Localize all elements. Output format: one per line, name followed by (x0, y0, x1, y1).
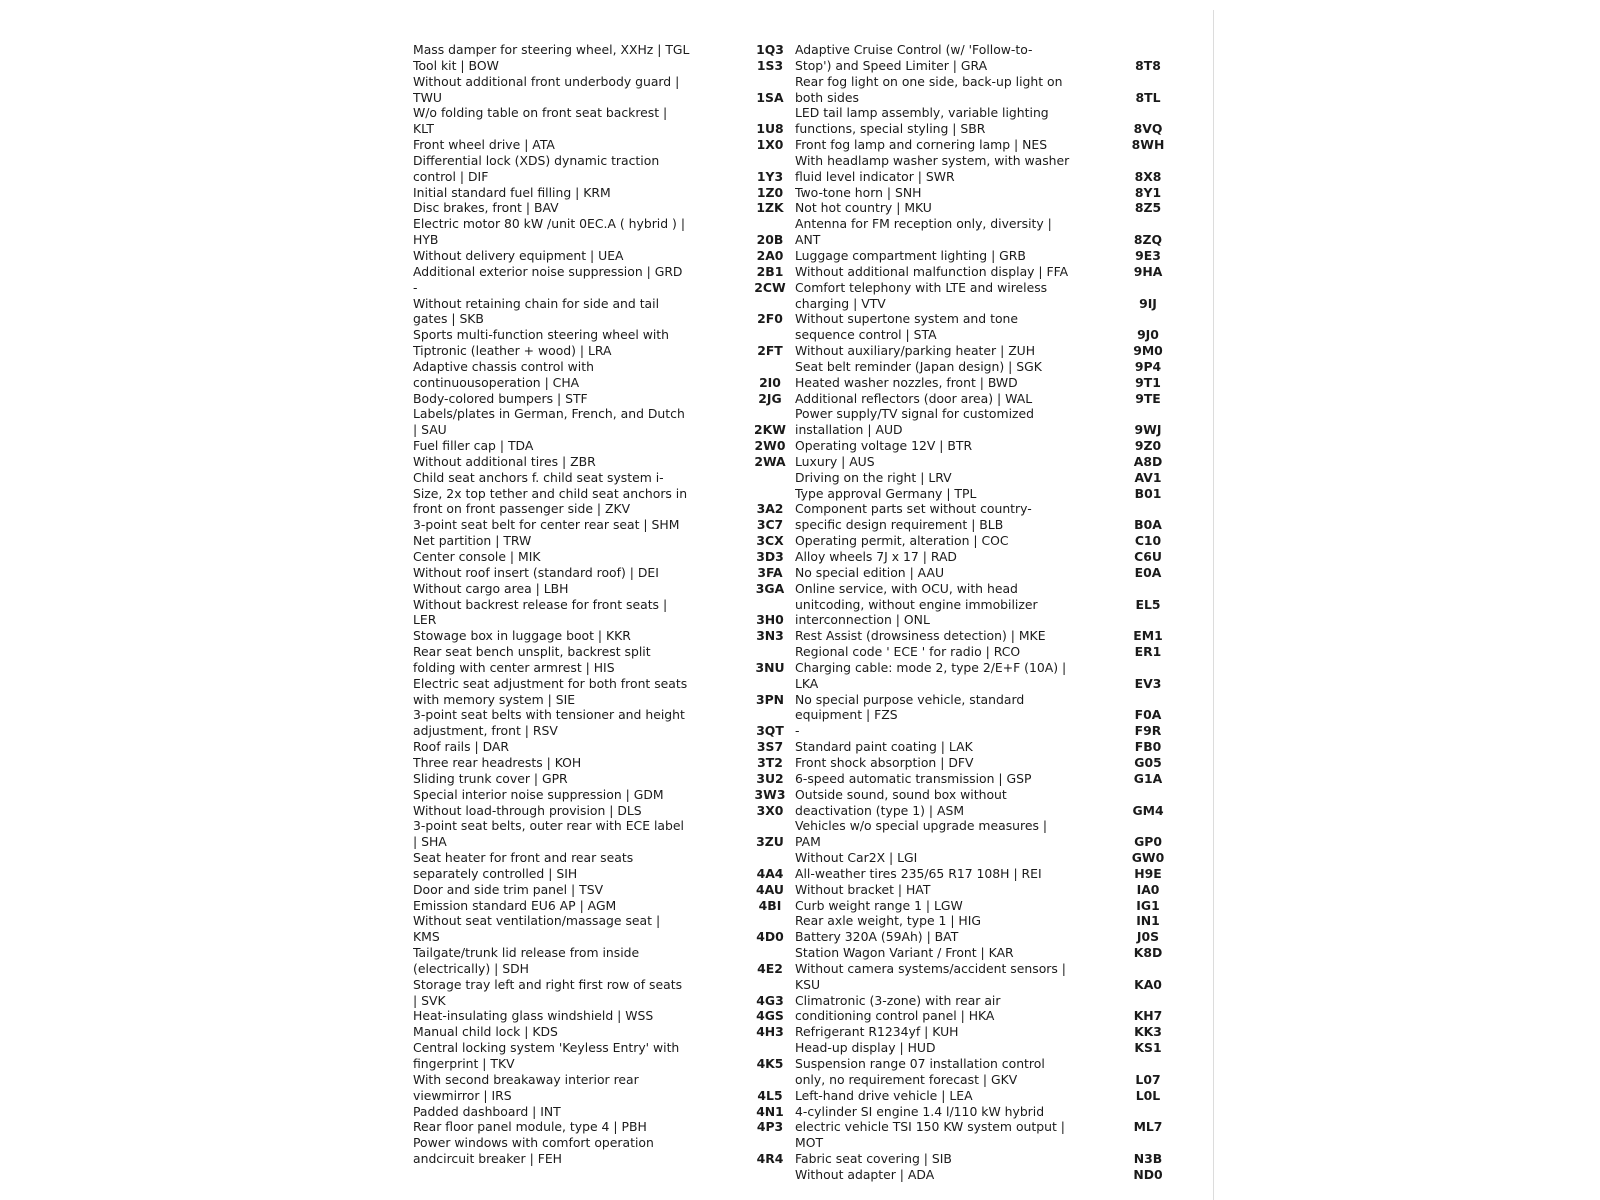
right-descriptions-column (795, 42, 1095, 1183)
option-code: 9TE (1135, 390, 1161, 406)
option-description-line: Seat belt reminder (Japan design) | SGK (795, 358, 1042, 374)
option-description-line: gates | SKB (413, 311, 484, 327)
option-description-line: Without camera systems/accident sensors | (795, 960, 1066, 976)
option-code: 20B (756, 232, 784, 248)
option-code: KA0 (1134, 976, 1162, 992)
option-description-line: Front shock absorption | DFV (795, 754, 974, 770)
option-description-line: viewmirror | IRS (413, 1087, 512, 1103)
option-description-line: | SVK (413, 992, 446, 1008)
option-description-line: MOT (795, 1135, 824, 1151)
option-description-line: Outside sound, sound box without (795, 786, 1007, 802)
option-code: 3CX (756, 533, 784, 549)
option-description-line: Padded dashboard | INT (413, 1103, 561, 1119)
option-code (740, 1135, 800, 1151)
option-code: 2FT (757, 343, 783, 359)
option-code: 4AU (756, 881, 784, 897)
option-description-line: LED tail lamp assembly, variable lighting (795, 105, 1049, 121)
option-description-line: both sides (795, 89, 859, 105)
option-code: IN1 (1136, 913, 1160, 929)
option-code (1118, 1104, 1178, 1120)
option-description-line: Electric motor 80 kW /unit 0EC.A ( hybrid ) | (413, 216, 685, 232)
option-description-line: conditioning control panel | HKA (795, 1008, 995, 1024)
option-description-line: Without auxiliary/parking heater | ZUH (795, 343, 1036, 359)
option-description-line: Roof rails | DAR (413, 739, 510, 755)
option-code (1118, 692, 1178, 708)
option-description-line: Antenna for FM reception only, diversity | (795, 216, 1052, 232)
option-code (740, 707, 800, 723)
option-code (1118, 42, 1178, 58)
option-code: 1X0 (756, 137, 784, 153)
option-description-line: 4-cylinder SI engine 1.4 l/110 kW hybrid (795, 1103, 1045, 1119)
option-description-line: Adaptive chassis control with (413, 358, 594, 374)
option-code: 2W0 (754, 438, 786, 454)
option-description-line: Rest Assist (drowsiness detection) | MKE (795, 628, 1046, 644)
option-description-line: specific design requirement | BLB (795, 517, 1004, 533)
option-code: 4D0 (756, 929, 784, 945)
option-code (1118, 153, 1178, 169)
option-code (1118, 311, 1178, 327)
option-code (740, 644, 800, 660)
option-code: F0A (1134, 707, 1162, 723)
option-description-line: adjustment, front | RSV (413, 723, 558, 739)
option-code: K8D (1133, 945, 1163, 961)
option-description-line: Door and side trim panel | TSV (413, 881, 604, 897)
option-code: 2KW (754, 422, 786, 438)
option-code (1118, 660, 1178, 676)
option-description-line: Additional reflectors (door area) | WAL (795, 390, 1033, 406)
option-description-line: Refrigerant R1234yf | KUH (795, 1024, 959, 1040)
option-description-line: Without supertone system and tone (795, 311, 1019, 327)
option-code: 1ZK (756, 200, 784, 216)
option-description-line: - (795, 723, 800, 739)
option-description-line: - (413, 279, 418, 295)
option-description-line: Tool kit | BOW (413, 57, 499, 73)
left-descriptions-column (413, 42, 713, 1167)
option-code (740, 1072, 800, 1088)
option-code (1118, 818, 1178, 834)
option-code (1118, 74, 1178, 90)
option-code: B0A (1134, 517, 1162, 533)
option-description-line: No special edition | AAU (795, 564, 945, 580)
option-code: FB0 (1134, 739, 1162, 755)
option-code: 3H0 (756, 612, 784, 628)
option-description-line: Electric seat adjustment for both front seats (413, 675, 688, 691)
option-code: 3U2 (756, 770, 784, 786)
option-description-line: Net partition | TRW (413, 533, 532, 549)
option-description-line: Initial standard fuel filling | KRM (413, 184, 611, 200)
option-code: J0S (1136, 929, 1160, 945)
option-description-line: 3-point seat belts, outer rear with ECE label (413, 818, 684, 834)
option-code: GM4 (1132, 802, 1164, 818)
option-code: 3FA (757, 564, 783, 580)
option-description-line: Standard paint coating | LAK (795, 739, 973, 755)
option-code (740, 1040, 800, 1056)
option-description-line: Suspension range 07 installation control (795, 1056, 1045, 1071)
option-description-line: TWU (413, 89, 442, 105)
option-code (1118, 961, 1178, 977)
option-description-line: sequence control | STA (795, 327, 937, 343)
option-code: 8Z5 (1134, 200, 1162, 216)
option-description-line: Without Car2X | LGI (795, 850, 918, 866)
option-description-line: KMS (413, 929, 440, 945)
option-code: 9M0 (1133, 343, 1163, 359)
option-description-line: Adaptive Cruise Control (w/ 'Follow-to- (795, 42, 1033, 57)
option-description-line: Alloy wheels 7J x 17 | RAD (795, 549, 957, 564)
option-code: 4L5 (757, 1087, 783, 1103)
option-description-line: Rear floor panel module, type 4 | PBH (413, 1119, 647, 1135)
option-description-line: Storage tray left and right first row of seats (413, 976, 683, 992)
option-code: ML7 (1133, 1119, 1163, 1135)
option-code: G05 (1134, 754, 1162, 770)
option-description-line: folding with center armrest | HIS (413, 659, 615, 675)
option-code: 3S7 (756, 739, 784, 755)
option-description-line: Special interior noise suppression | GDM (413, 786, 664, 802)
option-description-line: Mass damper for steering wheel, XXHz | TGL (413, 42, 690, 57)
option-code: 3NU (755, 659, 785, 675)
page-edge-line (1213, 10, 1214, 1200)
option-code (740, 359, 800, 375)
option-description-line: Without load-through provision | DLS (413, 802, 642, 818)
option-description-line: unitcoding, without engine immobilizer (795, 596, 1038, 612)
option-code: 2JG (758, 390, 782, 406)
option-code: 4P3 (756, 1119, 784, 1135)
option-description-line: KLT (413, 121, 434, 137)
option-code (740, 597, 800, 613)
option-code: E0A (1134, 564, 1162, 580)
right-codes-column (1118, 42, 1178, 1183)
option-code: 3X0 (756, 802, 784, 818)
option-code: 8Y1 (1134, 184, 1162, 200)
option-code: EL5 (1135, 596, 1161, 612)
option-code (740, 153, 800, 169)
option-description-line: Type approval Germany | TPL (795, 485, 977, 501)
option-description-line: Without delivery equipment | UEA (413, 247, 624, 263)
option-description-line: Station Wagon Variant / Front | KAR (795, 945, 1014, 961)
option-description-line: Charging cable: mode 2, type 2/E+F (10A) | (795, 659, 1067, 675)
option-code: C10 (1134, 533, 1162, 549)
option-code (740, 296, 800, 312)
option-description-line: Luggage compartment lighting | GRB (795, 247, 1026, 263)
option-description-line: Additional exterior noise suppression | GRD (413, 263, 683, 279)
option-description-line: andcircuit breaker | FEH (413, 1151, 562, 1167)
option-description-line: Size, 2x top tether and child seat anchors in (413, 485, 688, 501)
option-description-line: Operating voltage 12V | BTR (795, 438, 973, 454)
option-description-line: With headlamp washer system, with washer (795, 152, 1070, 168)
option-code (1118, 280, 1178, 296)
option-description-line: Child seat anchors f. child seat system i- (413, 469, 664, 485)
option-code: 4G3 (756, 992, 784, 1008)
option-code: 3N3 (756, 628, 784, 644)
option-description-line: Tiptronic (leather + wood) | LRA (413, 343, 612, 359)
option-description-line: Rear fog light on one side, back-up light on (795, 73, 1063, 89)
option-code (1118, 216, 1178, 232)
option-code (740, 676, 800, 692)
option-description-line: Without roof insert (standard roof) | DEI (413, 564, 659, 580)
option-code: 9IJ (1139, 295, 1157, 311)
option-description-line: Fuel filler cap | TDA (413, 438, 534, 454)
option-description-line: Left-hand drive vehicle | LEA (795, 1087, 973, 1103)
option-description-line: interconnection | ONL (795, 612, 930, 628)
option-code: 2F0 (757, 311, 783, 327)
option-code: F9R (1134, 723, 1162, 739)
option-description-line: Body-colored bumpers | STF (413, 390, 588, 406)
option-code: 2A0 (756, 247, 784, 263)
option-description-line: Driving on the right | LRV (795, 469, 952, 485)
option-description-line: continuousoperation | CHA (413, 374, 580, 390)
option-description-line: Rear seat bench unsplit, backrest split (413, 644, 651, 660)
option-description-line: Power windows with comfort operation (413, 1135, 654, 1151)
option-code: 3GA (755, 580, 785, 596)
option-description-line: Vehicles w/o special upgrade measures | (795, 818, 1048, 834)
option-code: G1A (1133, 770, 1163, 786)
option-description-line: Labels/plates in German, French, and Dutch (413, 406, 685, 422)
option-code: 1Y3 (756, 168, 784, 184)
option-code: EV3 (1134, 675, 1162, 691)
option-description-line: Tailgate/trunk lid release from inside (413, 945, 640, 961)
option-description-line: with memory system | SIE (413, 691, 576, 707)
option-description-line: Without additional malfunction display | FFA (795, 263, 1069, 279)
option-description-line: Emission standard EU6 AP | AGM (413, 897, 617, 913)
option-description-line: Differential lock (XDS) dynamic traction (413, 152, 660, 168)
option-code (740, 977, 800, 993)
option-code: EM1 (1133, 628, 1163, 644)
option-code (740, 105, 800, 121)
option-description-line: Without adapter | ADA (795, 1166, 935, 1182)
option-code: 4K5 (756, 1056, 784, 1071)
option-code: 8WH (1131, 137, 1165, 153)
option-description-line: 6-speed automatic transmission | GSP (795, 770, 1032, 786)
option-code: 4H3 (756, 1024, 784, 1040)
option-code (740, 850, 800, 866)
option-description-line: Heated washer nozzles, front | BWD (795, 374, 1018, 390)
option-code (740, 913, 800, 929)
option-description-line: Fabric seat covering | SIB (795, 1151, 952, 1167)
option-description-line: With second breakaway interior rear (413, 1071, 639, 1087)
option-code: 3ZU (756, 834, 784, 850)
option-description-line: installation | AUD (795, 422, 903, 438)
option-code: 2I0 (759, 374, 781, 390)
option-description-line: Without additional tires | ZBR (413, 453, 596, 469)
option-code: 8T8 (1135, 57, 1161, 73)
option-description-line: Front wheel drive | ATA (413, 137, 555, 153)
option-description-line: ANT (795, 232, 821, 248)
option-description-line: 3-point seat belts with tensioner and height (413, 707, 685, 723)
option-description-line: No special purpose vehicle, standard (795, 691, 1025, 707)
option-code (740, 945, 800, 961)
option-code: 9P4 (1134, 358, 1162, 374)
option-code (1118, 105, 1178, 121)
option-description-line: Online service, with OCU, with head (795, 580, 1018, 596)
option-code (1118, 612, 1178, 628)
option-code: IA0 (1136, 881, 1160, 897)
option-description-line: Rear axle weight, type 1 | HIG (795, 913, 982, 929)
option-description-line: Not hot country | MKU (795, 200, 932, 216)
option-description-line: deactivation (type 1) | ASM (795, 802, 965, 818)
option-description-line: W/o folding table on front seat backrest | (413, 105, 668, 121)
option-code: 2CW (754, 279, 786, 295)
option-code: 8VQ (1133, 121, 1163, 137)
option-description-line: Without retaining chain for side and tail (413, 295, 660, 311)
option-code: GW0 (1131, 850, 1165, 866)
option-code: KS1 (1134, 1040, 1162, 1056)
option-code: 4E2 (757, 960, 783, 976)
option-description-line: functions, special styling | SBR (795, 121, 986, 137)
option-description-line: front on front passenger side | ZKV (413, 501, 631, 517)
option-code: ER1 (1134, 644, 1162, 660)
option-code (1118, 993, 1178, 1009)
option-code: 2B1 (756, 263, 784, 279)
option-code: 3PN (755, 691, 785, 707)
option-code: 1Z0 (756, 184, 784, 200)
option-code: 2WA (754, 453, 786, 469)
option-description-line: Sliding trunk cover | GPR (413, 770, 568, 786)
option-description-line: (electrically) | SDH (413, 960, 529, 976)
option-description-line: Power supply/TV signal for customized (795, 406, 1035, 422)
option-description-line: charging | VTV (795, 295, 886, 311)
option-description-line: Stowage box in luggage boot | KKR (413, 628, 631, 644)
option-description-line: Without backrest release for front seats | (413, 596, 668, 612)
option-description-line: Sports multi-function steering wheel with (413, 327, 670, 343)
option-code (1118, 406, 1178, 422)
option-description-line: Without cargo area | LBH (413, 580, 569, 596)
option-description-line: Three rear headrests | KOH (413, 754, 582, 770)
option-description-line: KSU (795, 976, 821, 992)
option-code: 9J0 (1137, 327, 1159, 343)
option-code: A8D (1133, 453, 1163, 469)
option-code (740, 486, 800, 502)
option-code: IG1 (1136, 897, 1160, 913)
option-code: L07 (1135, 1071, 1161, 1087)
option-description-line: Climatronic (3-zone) with rear air (795, 992, 1001, 1008)
option-description-line: Curb weight range 1 | LGW (795, 897, 963, 913)
left-codes-column (740, 42, 800, 1167)
option-code: B01 (1134, 485, 1162, 501)
option-code: 9WJ (1134, 422, 1162, 438)
option-code: 8ZQ (1133, 232, 1163, 248)
option-description-line: Operating permit, alteration | COC (795, 533, 1009, 549)
option-code: N3B (1133, 1151, 1163, 1167)
option-description-line: fluid level indicator | SWR (795, 168, 955, 184)
option-description-line: Center console | MIK (413, 549, 541, 564)
option-code: 4N1 (756, 1103, 784, 1119)
option-code: 1U8 (756, 121, 784, 137)
option-description-line: | SAU (413, 422, 447, 438)
option-description-line: Manual child lock | KDS (413, 1024, 558, 1040)
option-description-line: electric vehicle TSI 150 KW system output | (795, 1119, 1065, 1135)
option-code: 1Q3 (756, 42, 784, 57)
option-description-line: Component parts set without country- (795, 501, 1032, 517)
option-description-line: fingerprint | TKV (413, 1056, 515, 1071)
option-description-line: LKA (795, 675, 819, 691)
option-code: 3T2 (757, 754, 783, 770)
option-code: KK3 (1134, 1024, 1162, 1040)
option-code: 4BI (758, 897, 782, 913)
option-code: AV1 (1134, 469, 1162, 485)
option-code: 9T1 (1135, 374, 1161, 390)
option-description-line: Battery 320A (59Ah) | BAT (795, 929, 959, 945)
option-code: 3W3 (754, 786, 786, 802)
option-description-line: Stop') and Speed Limiter | GRA (795, 57, 988, 73)
option-description-line: 3-point seat belt for center rear seat | SHM (413, 517, 680, 533)
option-description-line: HYB (413, 232, 439, 248)
option-code (1118, 501, 1178, 517)
option-code: C6U (1134, 549, 1162, 564)
option-description-line: Disc brakes, front | BAV (413, 200, 559, 216)
option-description-line: equipment | FZS (795, 707, 898, 723)
option-description-line: Two-tone horn | SNH (795, 184, 922, 200)
option-code: 9E3 (1135, 247, 1161, 263)
option-code (1118, 1056, 1178, 1072)
option-code (740, 74, 800, 90)
option-code: KH7 (1133, 1008, 1163, 1024)
option-code (740, 327, 800, 343)
option-code (740, 818, 800, 834)
option-code (740, 470, 800, 486)
option-code: 8X8 (1134, 168, 1162, 184)
option-code: 1SA (756, 89, 784, 105)
option-code: 3A2 (756, 501, 784, 517)
option-description-line: separately controlled | SIH (413, 865, 578, 881)
option-description-line: LER (413, 612, 437, 628)
option-description-line: PAM (795, 834, 821, 850)
option-code (1118, 1135, 1178, 1151)
option-code (1118, 581, 1178, 597)
option-code: ND0 (1133, 1166, 1163, 1182)
option-description-line: Front fog lamp and cornering lamp | NES (795, 137, 1048, 153)
option-description-line: Central locking system 'Keyless Entry' with (413, 1040, 680, 1056)
option-code (740, 216, 800, 232)
option-description-line: Without bracket | HAT (795, 881, 931, 897)
option-code: 3C7 (756, 517, 784, 533)
option-code (740, 406, 800, 422)
option-code: 4GS (756, 1008, 784, 1024)
option-code: 9HA (1133, 263, 1163, 279)
option-description-line: All-weather tires 235/65 R17 108H | REI (795, 865, 1042, 881)
option-description-line: Without seat ventilation/massage seat | (413, 913, 661, 929)
option-description-line: Head-up display | HUD (795, 1040, 936, 1056)
option-description-line: | SHA (413, 834, 447, 850)
option-code: 3QT (756, 723, 784, 739)
option-description-line: Seat heater for front and rear seats (413, 850, 634, 866)
option-description-line: Comfort telephony with LTE and wireless (795, 279, 1048, 295)
option-code: 4R4 (756, 1151, 784, 1167)
option-code: H9E (1134, 865, 1162, 881)
option-code: 3D3 (756, 549, 784, 564)
option-code: 4A4 (756, 865, 784, 881)
option-code: 9Z0 (1134, 438, 1162, 454)
option-code (1118, 787, 1178, 803)
option-description-line: Regional code ' ECE ' for radio | RCO (795, 644, 1021, 660)
option-code: GP0 (1134, 834, 1162, 850)
option-description-line: Without additional front underbody guard | (413, 73, 680, 89)
option-description-line: Heat-insulating glass windshield | WSS (413, 1008, 654, 1024)
option-code: 8TL (1135, 89, 1161, 105)
option-description-line: only, no requirement forecast | GKV (795, 1071, 1018, 1087)
option-description-line: Luxury | AUS (795, 453, 875, 469)
option-code: 1S3 (756, 57, 784, 73)
option-description-line: control | DIF (413, 168, 489, 184)
option-code: L0L (1135, 1087, 1161, 1103)
